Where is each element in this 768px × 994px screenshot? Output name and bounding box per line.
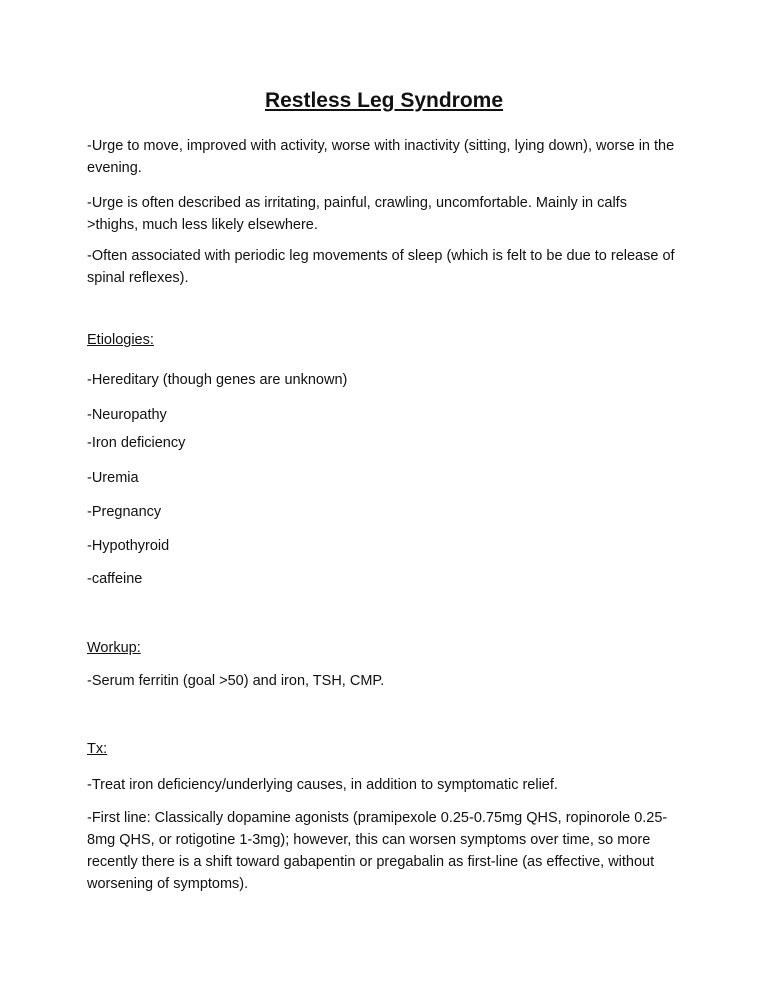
etiology-item: -Uremia [87,470,139,486]
intro-paragraph-2: -Urge is often described as irritating, painful, crawling, uncomfortable. Mainly in calfs >thighs, much less likely elsewhere. [87,195,627,233]
document-title: Restless Leg Syndrome [264,89,504,112]
treatment-item-1: -Treat iron deficiency/underlying causes, in addition to symptomatic relief. [87,777,558,793]
etiology-item: -Neuropathy [87,407,167,423]
treatment-item-2: -First line: Classically dopamine agonists (pramipexole 0.25-0.75mg QHS, ropinorole 0.25-8mg QHS, or rotigotine 1-3mg); however, this can worsen symptoms over time, so more recently there is a shift toward gabapentin or pregabalin as first-line (as effective, without worsening of symptoms). [87,810,668,892]
etiology-item: -Hereditary (though genes are unknown) [87,372,348,388]
workup-item: -Serum ferritin (goal >50) and iron, TSH, CMP. [87,673,385,689]
etiologies-heading: Etiologies: [87,332,154,348]
etiology-item: -Hypothyroid [87,538,170,554]
etiology-item: -Iron deficiency [87,435,186,451]
etiology-item: -Pregnancy [87,504,162,520]
workup-heading: Workup: [87,640,141,656]
intro-paragraph-3: -Often associated with periodic leg movements of sleep (which is felt to be due to release of spinal reflexes). [87,248,675,286]
treatment-heading: Tx: [87,741,108,757]
intro-paragraph-1: -Urge to move, improved with activity, worse with inactivity (sitting, lying down), worse in the evening. [87,138,675,176]
etiology-item: -caffeine [87,571,143,587]
